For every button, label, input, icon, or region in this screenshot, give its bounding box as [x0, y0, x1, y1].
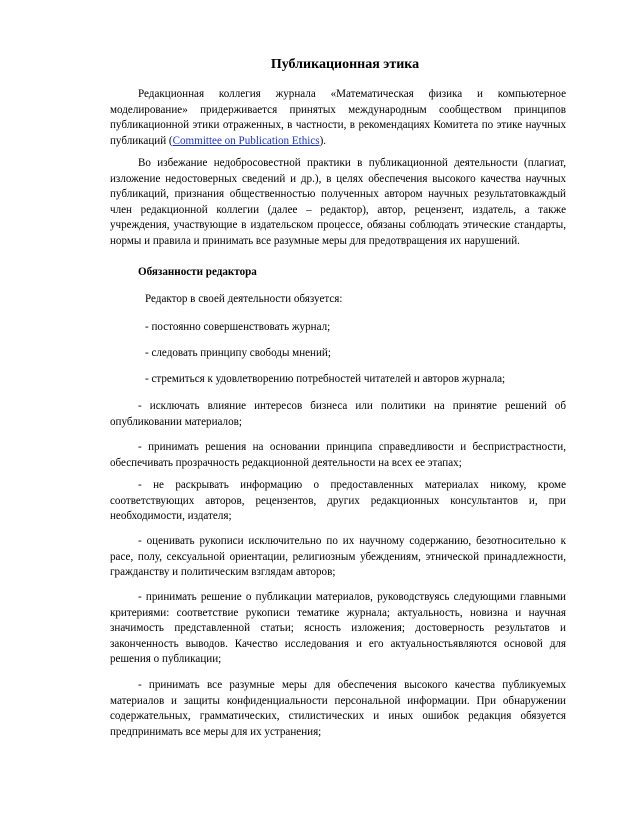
list-item: - принимать решения на основании принципа справедливости и беспристрастности, обеспечивать прозрачность редакционной деятельности на всех ее этапах; [110, 441, 566, 469]
editor-intro: Редактор в своей деятельности обязуется: [145, 293, 343, 305]
page-title: Публикационная этика [270, 57, 420, 72]
list-item: - стремиться к удовлетворению потребностей читателей и авторов журнала; [145, 373, 506, 385]
list-item: - исключать влияние интересов бизнеса или политики на принятие решений об опубликовании материалов; [110, 400, 566, 428]
list-item: - не раскрывать информацию о предоставленных материалах никому, кроме соответствующих авторов, рецензентов, других редакционных консультантов и, при необходимости, издателя; [110, 479, 566, 522]
intro-text-end: ). [319, 134, 327, 147]
list-item: - принимать все разумные меры для обеспечения высокого качества публикуемых материалов и защиты конфиденциальности персональной информации. При обнаружении содержательных, грамматических, стилистических и иных ошибок редакция обязуется предпринимать все меры для их устранения; [110, 679, 566, 738]
list-item: - постоянно совершенствовать журнал; [145, 321, 331, 333]
list-item: - принимать решение о публикации материалов, руководствуясь следующими главными критериями: соответствие рукописи тематике журнала; актуальность, новизна и научная значимость представленной статьи; ясность изложения; достоверность результатов и законченность выводов. Качество исследования и его актуальностьявляются основой для решения о публикации; [110, 591, 566, 665]
list-item: - следовать принципу свободы мнений; [145, 347, 331, 359]
list-item: - оценивать рукописи исключительно по их научному содержанию, безотносительно к расе, полу, сексуальной ориентации, религиозным убеждениям, этнической принадлежности, гражданству и политическим взглядам авторов; [110, 535, 566, 578]
intro-text: Редакционная коллегия журнала «Математическая физика и компьютерное моделирование» придерживается принятых международным сообществом принципов публикационной этики отраженных, в частности, в рекомендациях Комитета по этике научных публикаций ( [110, 88, 566, 147]
intro-paragraph [110, 87, 566, 149]
section-heading: Обязанности редактора [138, 266, 257, 278]
policy-paragraph: Во избежание недобросовестной практики в публикационной деятельности (плагиат, изложение недостоверных сведений и др.), в целях обеспечения высокого качества научных публикаций, признания общественностью полученных автором научных результатовкаждый член редакционной коллегии (далее – редактор), автор, рецензент, издатель, а также учреждения, участвующие в издательском процессе, обязаны соблюдать этические стандарты, нормы и правила и принимать все разумные меры для предотвращения их нарушений. [110, 157, 566, 247]
cope-link[interactable]: Committee on Publication Ethics [172, 134, 320, 147]
